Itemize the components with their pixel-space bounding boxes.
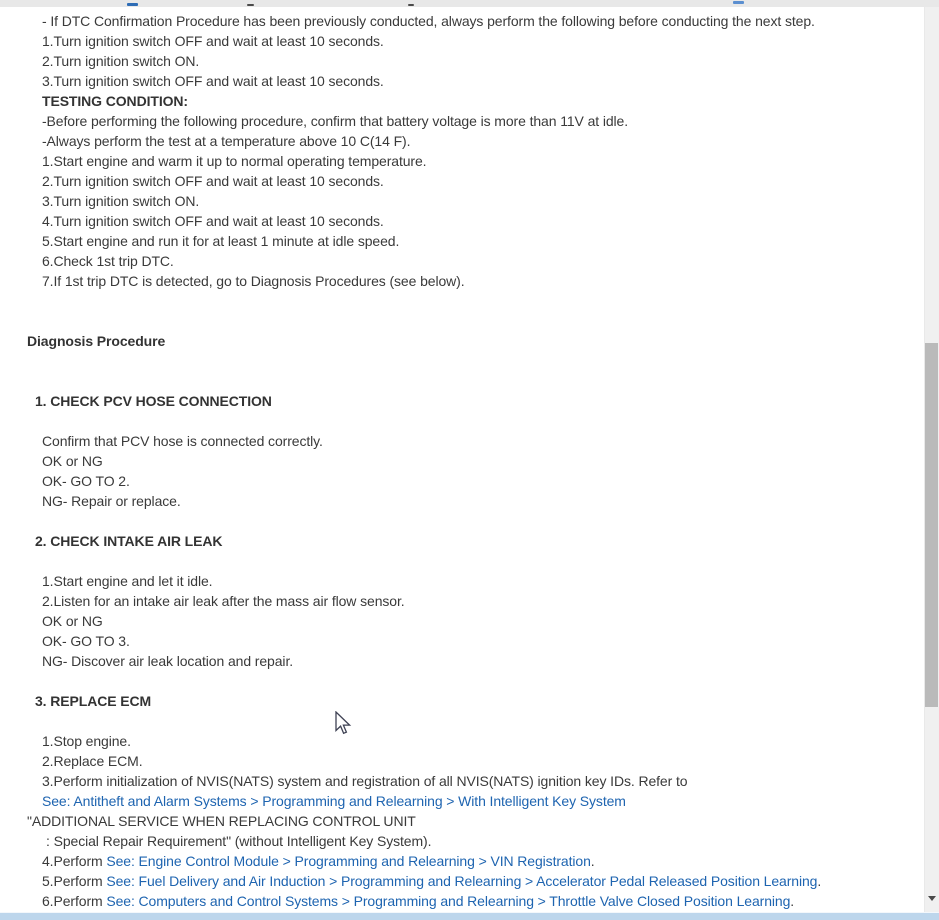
- doc-line: [0, 571, 925, 591]
- doc-text: OK or NG: [42, 613, 103, 629]
- doc-text: .: [817, 873, 822, 889]
- doc-text: 1.Start engine and let it idle.: [42, 573, 213, 589]
- doc-heading: [0, 531, 925, 551]
- doc-text: 2. CHECK INTAKE AIR LEAK: [35, 533, 223, 549]
- doc-text: .: [790, 893, 795, 909]
- doc-line: [0, 71, 925, 91]
- doc-text: OK- GO TO 3.: [42, 633, 130, 649]
- doc-line: [0, 611, 925, 631]
- doc-text: TESTING CONDITION:: [42, 93, 188, 109]
- doc-link[interactable]: See: Antitheft and Alarm Systems > Programming and Relearning > With Intelligent Key System: [42, 793, 626, 809]
- doc-text: .: [590, 853, 595, 869]
- doc-line: [0, 231, 925, 251]
- blank-line: [0, 411, 925, 431]
- cutoff-link-fragment: [127, 3, 138, 6]
- doc-line: [0, 811, 925, 831]
- scrollbar-thumb[interactable]: [925, 343, 938, 707]
- bottom-bar: [0, 912, 939, 920]
- document-content: [0, 11, 925, 911]
- doc-line: [0, 871, 925, 891]
- doc-line: [0, 51, 925, 71]
- doc-text: 3.Perform initialization of NVIS(NATS) system and registration of all NVIS(NATS) ignition key IDs. Refer to: [42, 773, 688, 789]
- doc-text: 1. CHECK PCV HOSE CONNECTION: [35, 393, 272, 409]
- blank-line: [0, 351, 925, 371]
- doc-line: [0, 111, 925, 131]
- doc-text: 6.Perform: [42, 893, 107, 909]
- doc-line: [0, 591, 925, 611]
- doc-text: 5.Perform: [42, 873, 107, 889]
- doc-line: [0, 11, 925, 31]
- cutoff-text-fragment: [247, 4, 254, 6]
- doc-text: 1.Start engine and warm it up to normal operating temperature.: [42, 153, 427, 169]
- blank-line: [0, 291, 925, 311]
- doc-line: [0, 251, 925, 271]
- doc-line: [0, 651, 925, 671]
- doc-line: [0, 451, 925, 471]
- doc-line: [0, 191, 925, 211]
- doc-text: -Before performing the following procedure, confirm that battery voltage is more than 11V at idle.: [42, 113, 629, 129]
- doc-line: [0, 31, 925, 51]
- doc-text: OK- GO TO 2.: [42, 473, 130, 489]
- doc-text: 4.Turn ignition switch OFF and wait at least 10 seconds.: [42, 213, 384, 229]
- cutoff-icon-fragment: [733, 1, 744, 4]
- blank-line: [0, 371, 925, 391]
- doc-text: 7.If 1st trip DTC is detected, go to Diagnosis Procedures (see below).: [42, 273, 465, 289]
- doc-link[interactable]: See: Fuel Delivery and Air Induction > Programming and Relearning > Accelerator Pedal Released Position Learning: [106, 873, 818, 889]
- toolbar-cutoff-edge: [0, 0, 939, 7]
- doc-heading: [0, 91, 925, 111]
- doc-text: OK or NG: [42, 453, 103, 469]
- doc-text: NG- Discover air leak location and repair.: [42, 653, 294, 669]
- doc-text: "ADDITIONAL SERVICE WHEN REPLACING CONTROL UNIT: [27, 813, 416, 829]
- vertical-scrollbar[interactable]: [924, 7, 939, 913]
- blank-line: [0, 511, 925, 531]
- doc-text: Confirm that PCV hose is connected correctly.: [42, 433, 323, 449]
- blank-line: [0, 311, 925, 331]
- doc-text: 3.Turn ignition switch OFF and wait at least 10 seconds.: [42, 73, 384, 89]
- blank-line: [0, 551, 925, 571]
- doc-line: [0, 771, 925, 791]
- doc-line: [0, 131, 925, 151]
- doc-line: [0, 831, 925, 851]
- doc-text: 3.Turn ignition switch ON.: [42, 193, 200, 209]
- doc-line: [0, 491, 925, 511]
- scroll-down-button[interactable]: [925, 890, 938, 906]
- doc-line: [0, 791, 925, 811]
- doc-heading: [0, 331, 925, 351]
- doc-line: [0, 731, 925, 751]
- doc-line: [0, 851, 925, 871]
- doc-text: 4.Perform: [42, 853, 107, 869]
- doc-text: Diagnosis Procedure: [27, 333, 166, 349]
- doc-heading: [0, 691, 925, 711]
- doc-text: - If DTC Confirmation Procedure has been previously conducted, always perform the following before conducting the next step.: [42, 13, 815, 29]
- doc-text: 2.Listen for an intake air leak after the mass air flow sensor.: [42, 593, 405, 609]
- blank-line: [0, 711, 925, 731]
- doc-line: [0, 211, 925, 231]
- doc-line: [0, 471, 925, 491]
- doc-line: [0, 631, 925, 651]
- doc-text: 1.Turn ignition switch OFF and wait at least 10 seconds.: [42, 33, 384, 49]
- doc-text: 6.Check 1st trip DTC.: [42, 253, 174, 269]
- doc-text: NG- Repair or replace.: [42, 493, 181, 509]
- doc-line: [0, 171, 925, 191]
- doc-text: 5.Start engine and run it for at least 1 minute at idle speed.: [42, 233, 400, 249]
- doc-line: [0, 431, 925, 451]
- doc-line: [0, 751, 925, 771]
- doc-text: 3. REPLACE ECM: [35, 693, 152, 709]
- doc-line: [0, 891, 925, 911]
- doc-text: : Special Repair Requirement" (without Intelligent Key System).: [46, 833, 432, 849]
- doc-link[interactable]: See: Engine Control Module > Programming and Relearning > VIN Registration: [106, 853, 591, 869]
- doc-line: [0, 271, 925, 291]
- doc-text: -Always perform the test at a temperature above 10 C(14 F).: [42, 133, 411, 149]
- doc-line: [0, 151, 925, 171]
- doc-text: 2.Replace ECM.: [42, 753, 143, 769]
- cutoff-text-fragment: [408, 4, 414, 6]
- doc-text: 2.Turn ignition switch ON.: [42, 53, 200, 69]
- chevron-down-icon: [928, 896, 936, 901]
- doc-heading: [0, 391, 925, 411]
- doc-link[interactable]: See: Computers and Control Systems > Programming and Relearning > Throttle Valve Closed Position Learning: [106, 893, 791, 909]
- blank-line: [0, 671, 925, 691]
- doc-text: 2.Turn ignition switch OFF and wait at least 10 seconds.: [42, 173, 384, 189]
- doc-text: 1.Stop engine.: [42, 733, 131, 749]
